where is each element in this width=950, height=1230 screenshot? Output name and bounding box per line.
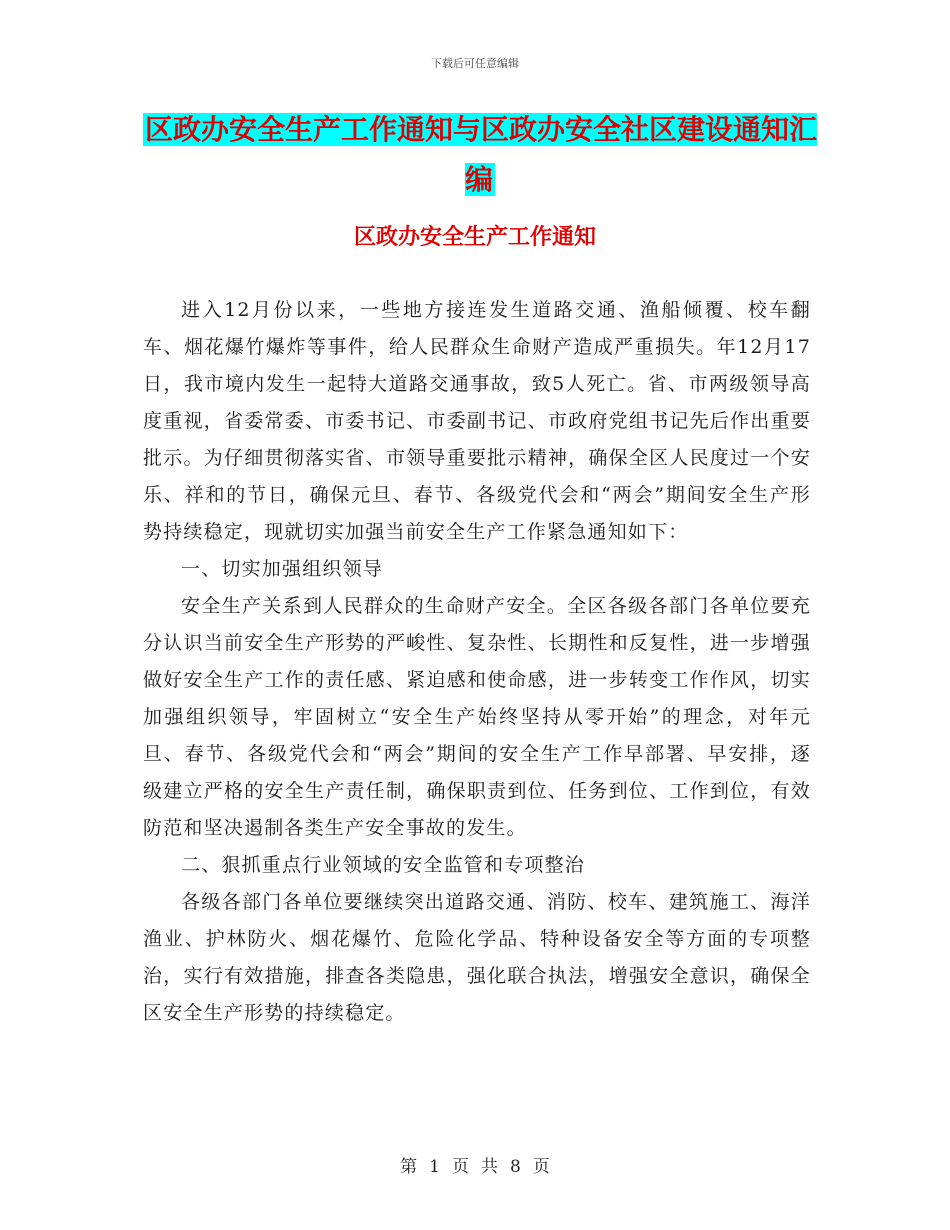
document-main-title	[140, 105, 820, 205]
document-body	[143, 292, 811, 1032]
document-sub-title: 区政办安全生产工作通知	[353, 224, 596, 250]
section-heading-1: 一、切实加强组织领导	[181, 558, 384, 580]
paragraph-section-2: 各级各部门各单位要继续突出道路交通、消防、校车、建筑施工、海洋渔业、护林防火、烟花爆竹、危险化学品、特种设备安全等方面的专项整治，实行有效措施，排查各类隐患，强化联合执法，增强安全意识，确保全区安全生产形势的持续稳定。	[143, 891, 811, 1024]
paragraph-section-1: 安全生产关系到人民群众的生命财产安全。全区各级各部门各单位要充分认识当前安全生产形势的严峻性、复杂性、长期性和反复性，进一步增强做好安全生产工作的责任感、紧迫感和使命感，进一步转变工作作风，切实加强组织领导，牢固树立“安全生产始终坚持从零开始”的理念，对年元旦、春节、各级党代会和“两会”期间的安全生产工作早部署、早安排，逐级建立严格的安全生产责任制，确保职责到位、任务到位、工作到位，有效防范和坚决遏制各类生产安全事故的发生。	[143, 595, 811, 839]
footer-label-di: 第	[400, 1157, 418, 1177]
section-heading-2: 二、狠抓重点行业领域的安全监管和专项整治	[181, 854, 586, 876]
total-pages-number: 8	[510, 1157, 521, 1177]
footer-label-gong: 共	[481, 1157, 498, 1177]
page-footer	[0, 1152, 950, 1177]
footer-label-ye: 页	[452, 1157, 469, 1177]
paragraph-intro: 进入12月份以来，一些地方接连发生道路交通、渔船倾覆、校车翻车、烟花爆竹爆炸等事件，给人民群众生命财产造成严重损失。年12月17日，我市境内发生一起特大道路交通事故，致5人死亡。省、市两级领导高度重视，省委常委、市委书记、市委副书记、市政府党组书记先后作出重要批示。为仔细贯彻落实省、市领导重要批示精神，确保全区人民度过一个安乐、祥和的节日，确保元旦、春节、各级党代会和“两会”期间安全生产形势持续稳定，现就切实加强当前安全生产工作紧急通知如下：	[143, 299, 811, 543]
main-title-text: 区政办安全生产工作通知与区政办安全社区建设通知汇编	[144, 113, 817, 196]
current-page-number: 1	[429, 1157, 440, 1177]
footer-label-ye-2: 页	[532, 1157, 550, 1177]
header-note: 下载后可任意编辑	[431, 57, 519, 70]
